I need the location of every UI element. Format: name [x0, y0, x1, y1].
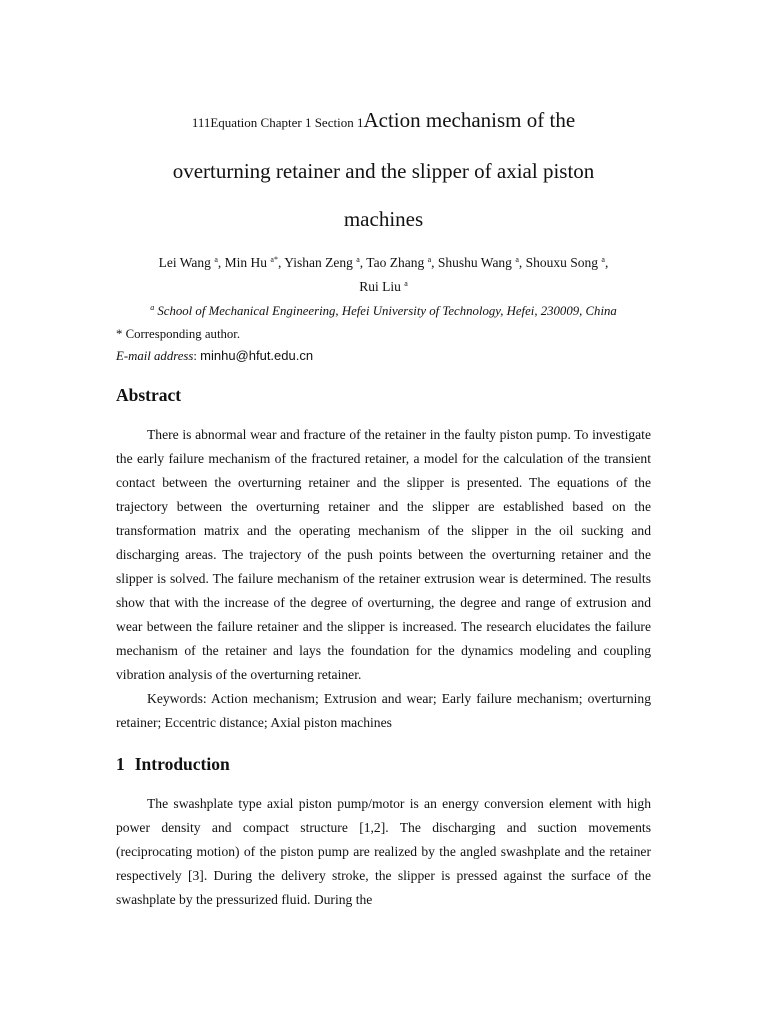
author-name: Shouxu Song	[525, 255, 599, 270]
author-separator: ,	[217, 255, 225, 270]
author	[159, 255, 225, 270]
affiliation	[116, 299, 651, 323]
author-affiliation-mark: a*	[270, 255, 278, 264]
author-separator: ,	[277, 255, 285, 270]
author-affiliation-mark: a	[601, 255, 605, 264]
author-name: Min Hu	[224, 255, 268, 270]
abstract-heading: Abstract	[116, 385, 182, 405]
email-line	[116, 345, 651, 367]
author	[225, 255, 285, 270]
paper-content	[116, 96, 651, 912]
equation-field-code: 111Equation Chapter 1 Section 1	[191, 115, 364, 130]
affiliation-mark: a	[150, 303, 155, 312]
author-list	[116, 251, 651, 299]
author-name: Yishan Zeng	[284, 255, 353, 270]
author-separator: ,	[359, 255, 367, 270]
author-name: Shushu Wang	[437, 255, 512, 270]
author	[284, 255, 366, 270]
title-line-3: machines	[343, 207, 424, 231]
author-affiliation-mark: a	[404, 279, 408, 288]
affiliation-text: School of Mechanical Engineering, Hefei University of Technology, Hefei, 230009, China	[157, 304, 617, 318]
introduction-heading	[116, 752, 651, 776]
author-affiliation-mark: a	[515, 255, 519, 264]
author-affiliation-mark: a	[356, 255, 360, 264]
author	[366, 255, 438, 270]
section-number: 1	[116, 754, 125, 774]
title-line-1	[116, 96, 651, 147]
author-affiliation-mark: a	[427, 255, 432, 264]
email-address: minhu@hfut.edu.cn	[200, 348, 314, 363]
author-name: Rui Liu	[359, 279, 401, 294]
introduction-body: The swashplate type axial piston pump/motor is an energy conversion element with high power density and compact structure [1,2]. The discharging and suction movements (reciprocating motion) of the piston pump are realized by the angled swashplate and the retainer respectively [3]. During the delivery stroke, the slipper is pressed against the surface of the swashplate by the pressurized fluid. During the	[116, 796, 651, 907]
title-line-2: overturning retainer and the slipper of axial piston	[172, 159, 595, 183]
keywords: Keywords: Action mechanism; Extrusion and wear; Early failure mechanism; overturning retainer; Eccentric distance; Axial piston machines	[116, 691, 651, 730]
author-name: Lei Wang	[158, 255, 211, 270]
corresponding-author-note: * Corresponding author.	[116, 327, 241, 341]
section-title: Introduction	[134, 754, 230, 774]
author-separator: ,	[518, 255, 526, 270]
email-separator: :	[193, 349, 201, 363]
author	[526, 255, 609, 270]
author	[359, 279, 408, 294]
abstract-body: There is abnormal wear and fracture of the retainer in the faulty piston pump. To investigate the early failure mechanism of the fractured retainer, a model for the calculation of the transient contact between the overturning retainer and the slipper is presented. The equations of the trajectory between the overturning retainer and the slipper are established based on the transformation matrix and the operating mechanism of the slipper in the oil sucking and discharging areas. The trajectory of the push points between the overturning retainer and the slipper is solved. The failure mechanism of the retainer extrusion wear is determined. The results show that with the increase of the degree of overturning, the degree and range of extrusion and wear between the failure retainer and the slipper is increased. The research elucidates the failure mechanism of the retainer and lays the foundation for the dynamics modeling and coupling vibration analysis of the overturning retainer.	[116, 427, 651, 682]
author-name: Tao Zhang	[366, 255, 425, 270]
author-affiliation-mark: a	[214, 255, 218, 264]
author-separator: ,	[604, 255, 609, 270]
paper-title	[116, 96, 651, 243]
email-label: E-mail address	[116, 349, 194, 363]
author	[438, 255, 526, 270]
author-separator: ,	[431, 255, 438, 270]
title-text-1: Action mechanism of the	[363, 108, 576, 132]
